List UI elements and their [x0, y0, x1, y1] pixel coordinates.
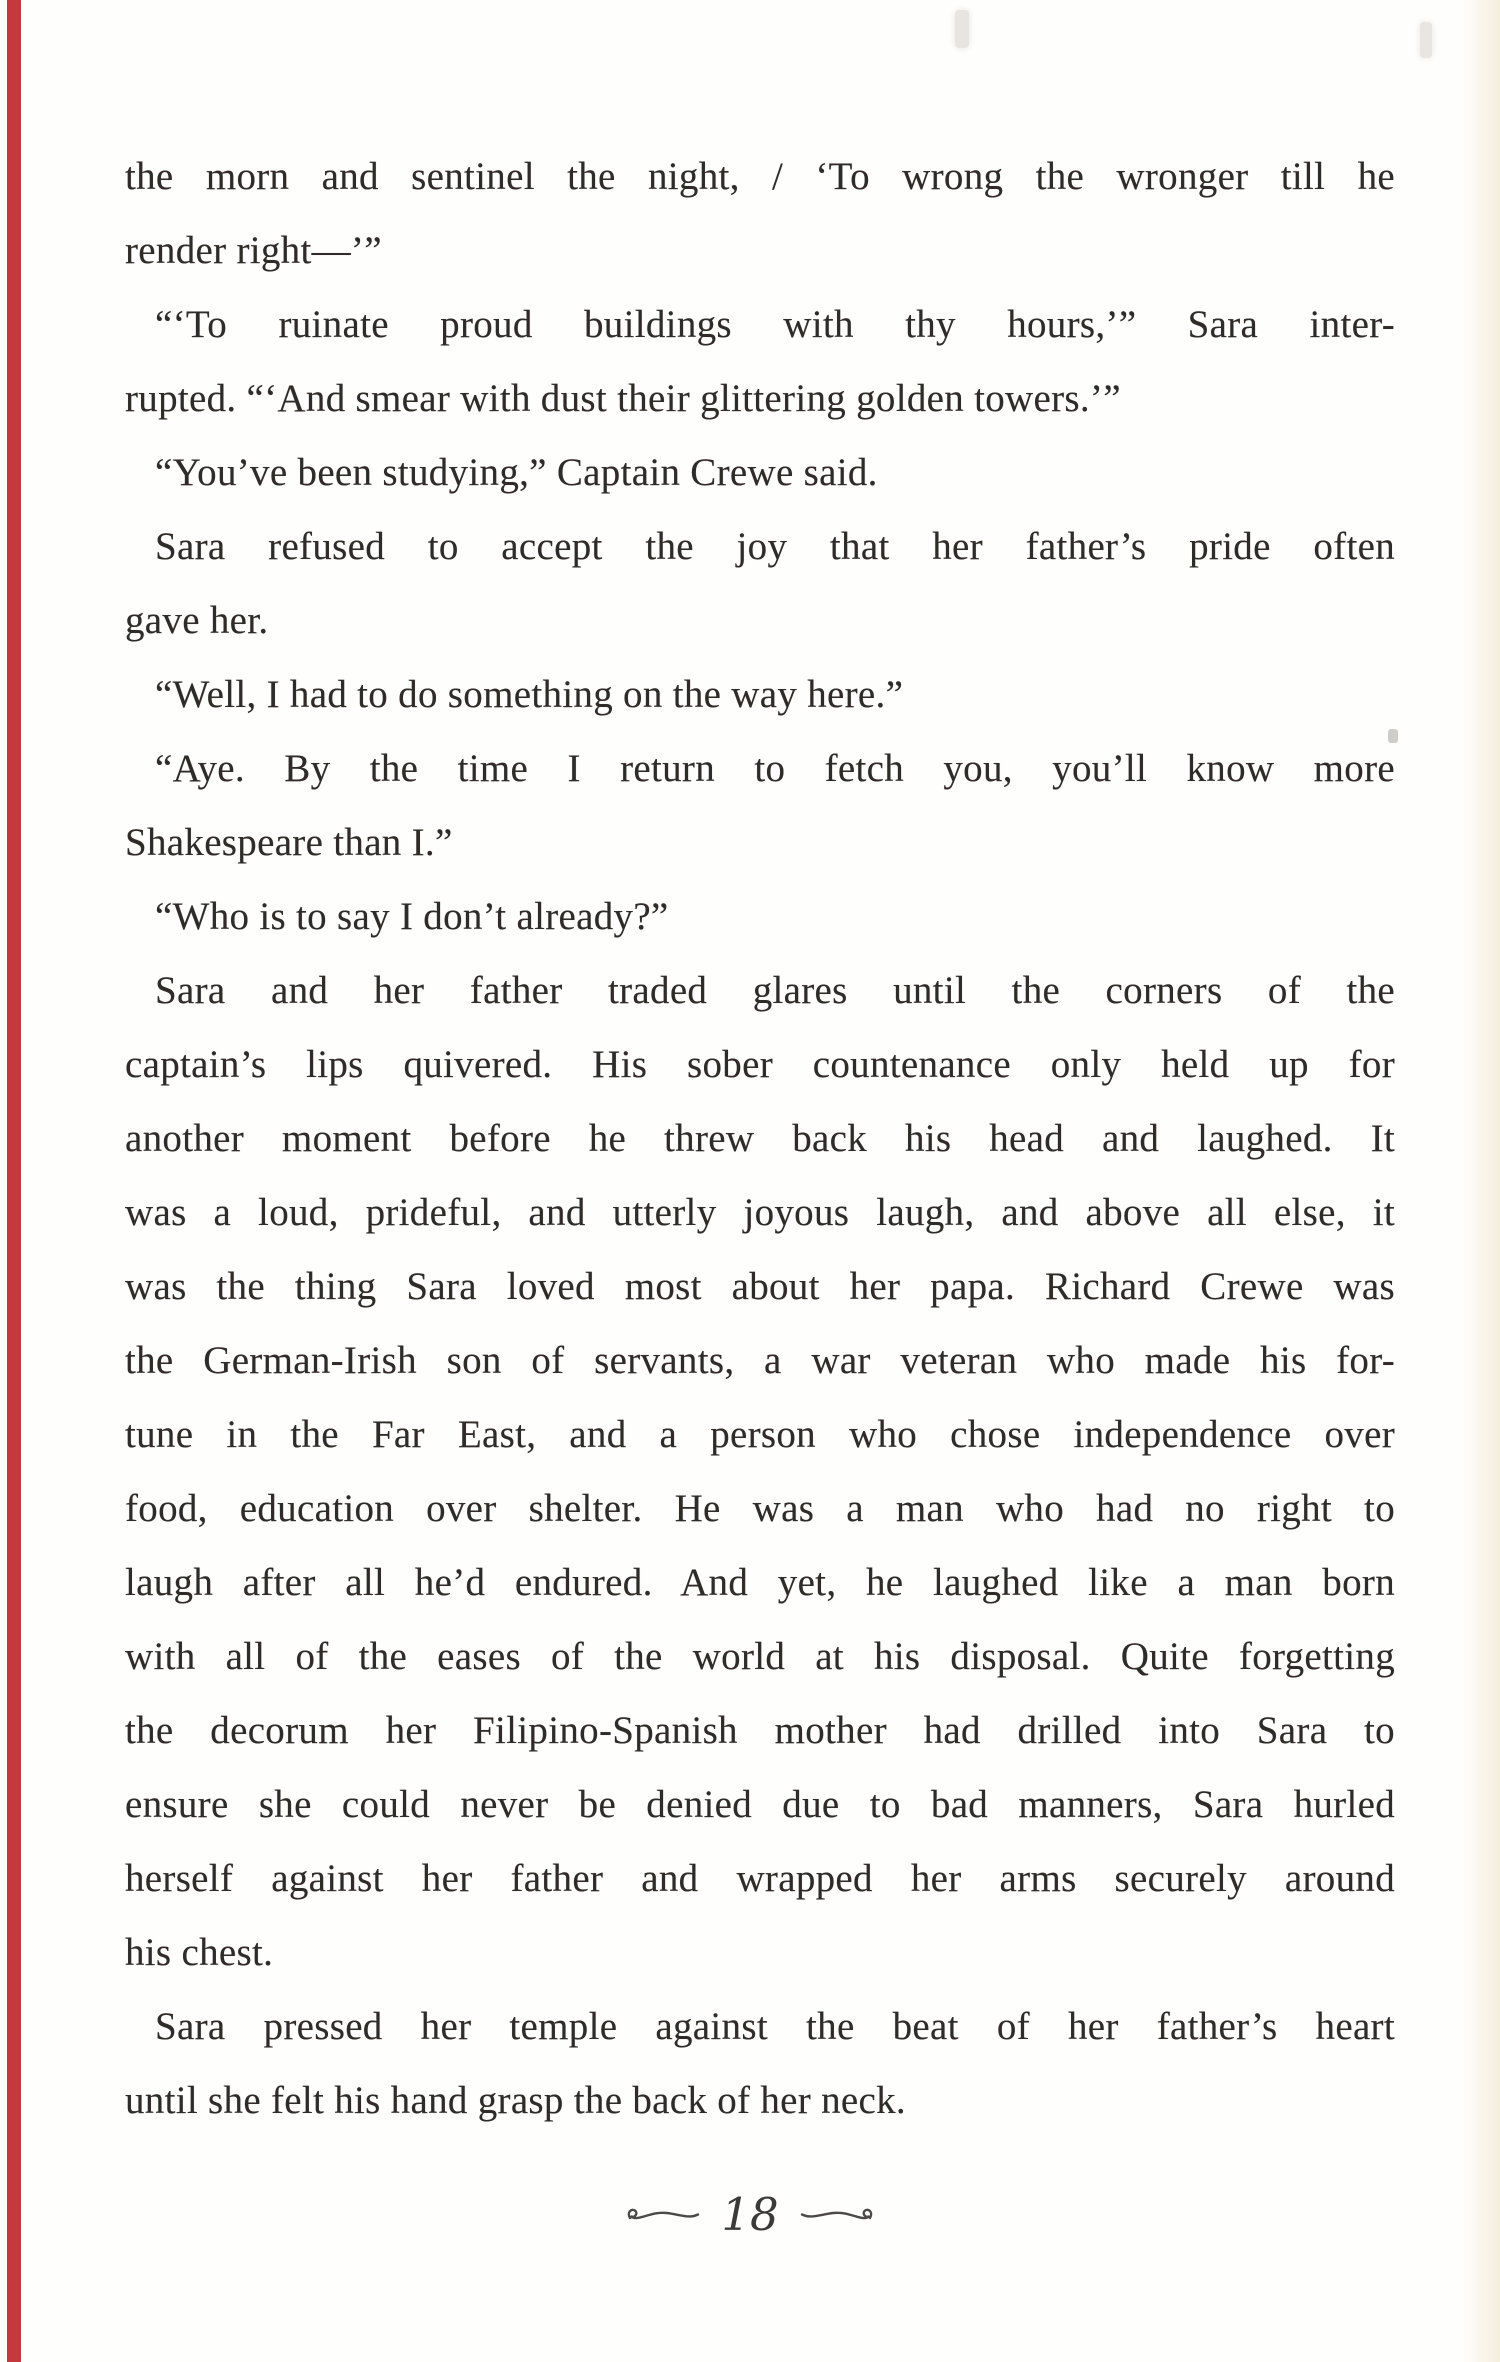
text-line: laugh after all he’d endured. And yet, he laughed like a man born — [125, 1561, 1395, 1604]
text-line: with all of the eases of the world at his disposal. Quite forgetting — [125, 1635, 1395, 1678]
text-line: tune in the Far East, and a person who chose independence over — [125, 1413, 1395, 1456]
text-line: Shakespeare than I.” — [125, 821, 453, 864]
swash-flourish-left-icon — [623, 2202, 701, 2228]
page-footer — [0, 2188, 1500, 2241]
text-line: “‘To ruinate proud buildings with thy hours,’” Sara inter- — [155, 303, 1395, 346]
text-line: Sara refused to accept the joy that her father’s pride often — [155, 525, 1395, 568]
page-number: 18 — [721, 2188, 779, 2241]
scan-artifact-top-center — [955, 10, 969, 48]
swash-flourish-right-icon — [799, 2202, 877, 2228]
red-page-edge — [7, 0, 21, 2362]
text-line: food, education over shelter. He was a man who had no right to — [125, 1487, 1395, 1530]
text-line: ensure she could never be denied due to bad manners, Sara hurled — [125, 1783, 1395, 1826]
text-line: gave her. — [125, 599, 269, 642]
text-line: herself against her father and wrapped her arms securely around — [125, 1857, 1395, 1900]
text-line: was a loud, prideful, and utterly joyous laugh, and above all else, it — [125, 1191, 1395, 1234]
text-block — [125, 140, 1395, 2138]
text-line: captain’s lips quivered. His sober countenance only held up for — [125, 1043, 1395, 1086]
text-line: “Well, I had to do something on the way here.” — [155, 673, 904, 716]
text-line: another moment before he threw back his head and laughed. It — [125, 1117, 1395, 1160]
text-line: was the thing Sara loved most about her papa. Richard Crewe was — [125, 1265, 1395, 1308]
text-line: the decorum her Filipino-Spanish mother had drilled into Sara to — [125, 1709, 1395, 1752]
text-line: the German-Irish son of servants, a war veteran who made his for- — [125, 1339, 1395, 1382]
text-line: render right—’” — [125, 229, 382, 272]
text-line: Sara pressed her temple against the beat of her father’s heart — [155, 2005, 1395, 2048]
text-line: until she felt his hand grasp the back of her neck. — [125, 2079, 906, 2122]
text-line: the morn and sentinel the night, / ‘To wrong the wronger till he — [125, 155, 1395, 198]
text-line: “Aye. By the time I return to fetch you, you’ll know more — [155, 747, 1395, 790]
text-line: Sara and her father traded glares until the corners of the — [155, 969, 1395, 1012]
scan-edge-shading — [1462, 0, 1500, 2362]
scan-artifact-top-right — [1420, 22, 1432, 58]
text-line: rupted. “‘And smear with dust their glittering golden towers.’” — [125, 377, 1121, 420]
text-line: “Who is to say I don’t already?” — [155, 895, 669, 938]
text-line: “You’ve been studying,” Captain Crewe said. — [155, 451, 878, 494]
text-line: his chest. — [125, 1931, 274, 1974]
